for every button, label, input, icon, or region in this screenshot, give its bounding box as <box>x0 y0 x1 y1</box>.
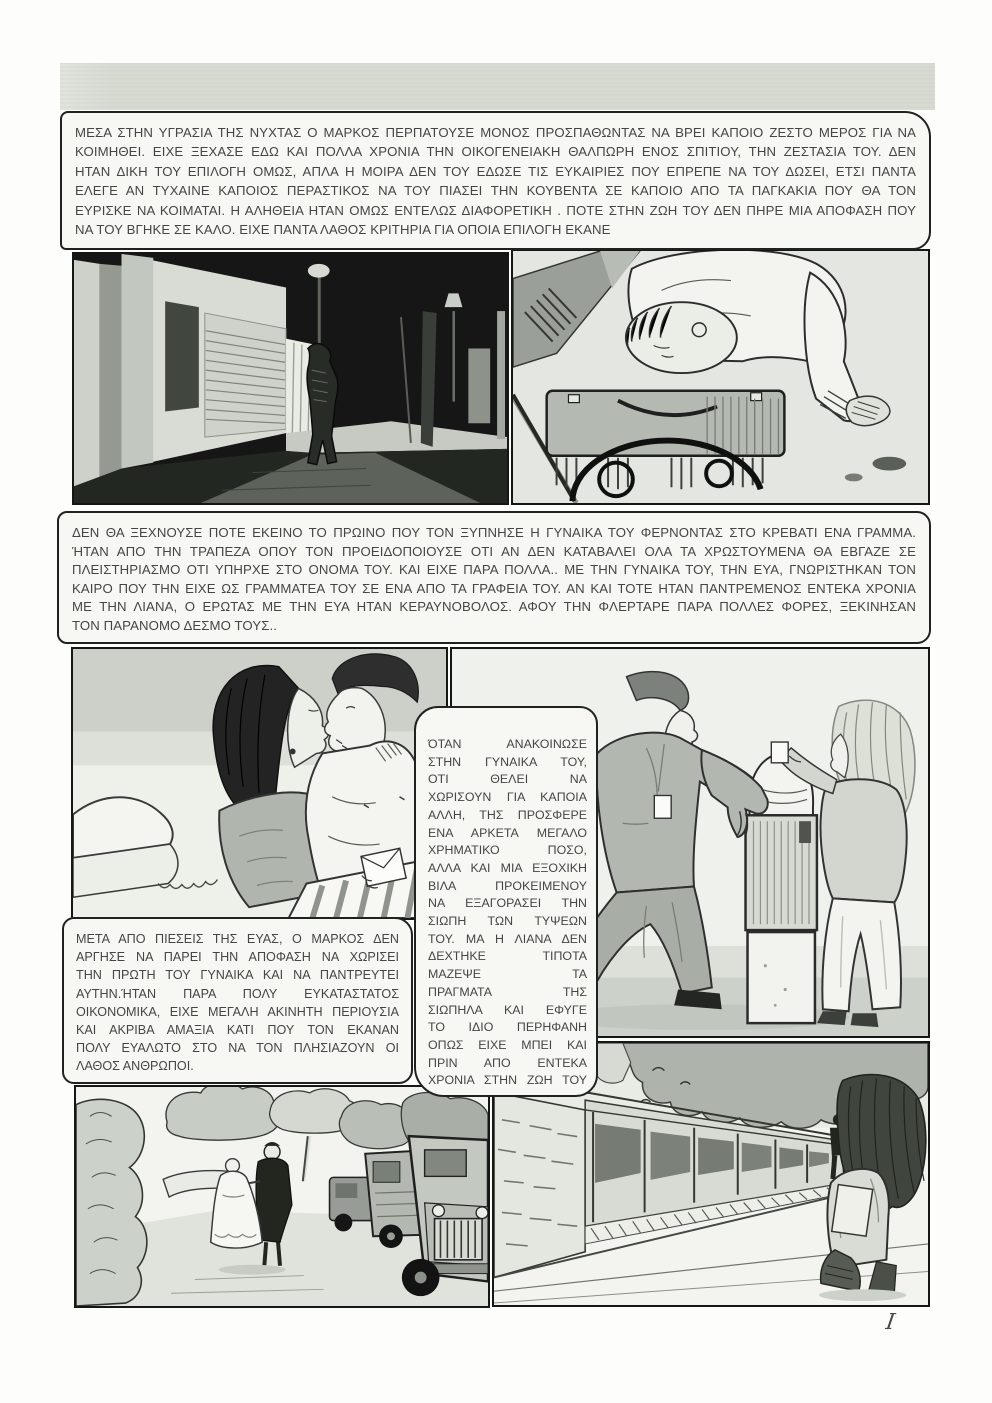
caption-line: ΚΑΙΡΟ ΠΟΥ ΤΗΝ ΕΙΧΕ ΩΣ ΓΡΑΜΜΑΤΕΑ ΤΟΥ ΣΕ ΕΝΑ ΑΠΟ ΤΑ ΓΡΑΦΕΙΑ ΤΟΥ. ΑΝ ΚΑΙ ΤΟΤΕ ΗΤΑΝ ΠΑΝΤΡΕΜΕΝΟΣ ΕΝΤΕΚΑ ΧΡΟΝΙΑ <box>72 580 916 596</box>
caption-line: ΤΟ ΙΔΙΟ ΠΕΡΗΦΑΝΗ <box>428 1020 587 1035</box>
caption-line: ΕΛΕΓΕ ΑΝ ΤΥΧΑΙΝΕ ΚΑΠΟΙΟΣ ΠΕΡΑΣΤΙΚΟΣ ΝΑ ΤΟΥ ΠΙΑΣΕΙ ΤΗΝ ΚΟΥΒΕΝΤΑ ΣΕ ΚΑΠΟΙΟ ΑΠΟ ΤΑ ΠΑΓΚΑΚΙΑ ΠΟΥ ΘΑ ΤΟΝ <box>75 183 916 199</box>
caption-line: ΔΕΧΤΗΚΕ ΤΙΠΟΤΑ <box>428 949 587 964</box>
caption-line: ΣΙΩΠΗΛΑ ΚΑΙ ΕΦΥΓΕ <box>428 1002 587 1017</box>
caption-line: ΚΑΙ ΑΚΡΙΒΑ ΑΜΑΞΙΑ ΚΑΤΙ ΠΟΥ ΤΟΝ ΕΚΑΝΑΝ <box>76 1023 399 1038</box>
panel-night-street <box>72 252 509 505</box>
caption-line: ΑΥΤΗΝ.ΉΤΑΝ ΠΑΡΑ ΠΟΛΥ ΕΥΚΑΤΑΣΤΑΤΟΣ <box>76 986 399 1001</box>
caption-column <box>414 706 598 1097</box>
caption-line: ΟΙΚΟΝΟΜΙΚΑ, ΕΙΧΕ ΜΕΓΑΛΗ ΑΚΙΝΗΤΗ ΠΕΡΙΟΥΣΙΑ <box>76 1004 399 1019</box>
caption-line: ΑΛΛΑ ΚΑΙ ΜΙΑ ΕΞΟΧΙΚΗ <box>428 860 587 875</box>
panel-bench-sleeper <box>511 249 930 505</box>
caption-line: ΌΤΑΝ ΑΝΑΚΟΙΝΩΣΕ <box>428 737 587 751</box>
caption-line: ΧΡΟΝΙΑ ΣΤΗΝ ΖΩΗ ΤΟΥ <box>428 1073 587 1088</box>
bench-sleeper-illustration <box>513 251 928 503</box>
panel-park-cars <box>74 1085 490 1308</box>
caption-line: ΉΤΑΝ ΑΠΟ ΤΗΝ ΤΡΑΠΕΖΑ ΟΠΟΥ ΤΟΝ ΠΡΟΕΙΔΟΠΟΙΟΥΣΕ ΟΤΙ ΑΝ ΔΕΝ ΚΑΤΑΒΑΛΕΙ ΟΛΑ ΤΑ ΧΡΩΣΤΟΥΜΕΝΑ ΘΑ ΕΒΓΑΖΕ ΣΕ <box>72 543 916 559</box>
caption-box-marriage <box>62 917 413 1084</box>
caption-line: ΗΤΑΝ ΔΙΚΗ ΤΟΥ ΕΠΙΛΟΓΗ ΟΜΩΣ, ΑΠΛΑ Η ΜΟΙΡΑ ΔΕΝ ΤΟΥ ΕΔΩΣΕ ΤΙΣ ΕΥΚΑΙΡΙΕΣ ΠΟΥ ΕΠΡΕΠΕ ΝΑ ΤΟΥ ΔΩΣΕΙ, ΕΤΣΙ ΠΑΝΤΑ <box>75 163 916 179</box>
caption-line: ΜΕΤΑ ΑΠΟ ΠΙΕΣΕΙΣ ΤΗΣ ΕΥΑΣ, Ο ΜΑΡΚΟΣ ΔΕΝ <box>76 932 399 946</box>
caption-line: ΒΙΛΑ ΠΡΟΚΕΙΜΕΝΟΥ <box>428 878 587 893</box>
caption-line: ΕΥΡΙΣΚΕ ΝΑ ΚΟΙΜΑΤΑΙ. Η ΑΛΗΘΕΙΑ ΗΤΑΝ ΟΜΩΣ ΕΝΤΕΛΩΣ ΔΙΑΦΟΡΕΤΙΚΗ . ΠΟΤΕ ΣΤΗΝ ΖΩΗ ΤΟΥ ΔΕΝ ΠΗΡΕ ΜΙΑ ΑΠΟΦΑΣΗ ΠΟΥ <box>75 202 916 218</box>
caption-line: ΠΟΛΥ ΕΥΑΛΩΤΟ ΣΤΟ ΝΑ ΤΟΝ ΠΛΗΣΙΑΖΟΥΝ ΟΙ <box>76 1041 399 1056</box>
scan-noise-band <box>60 63 935 110</box>
caption-line: ΤΗΝ ΠΡΩΤΗ ΤΟΥ ΓΥΝΑΙΚΑ ΚΑΙ ΝΑ ΠΑΝΤΡΕΥΤΕΙ <box>76 968 399 983</box>
caption-line: ΣΤΗΝ ΓΥΝΑΙΚΑ ΤΟΥ, <box>428 754 587 769</box>
caption-box-middle <box>57 511 931 644</box>
park-cars-illustration <box>76 1087 488 1306</box>
caption-line: ΝΑ ΤΟΥ ΒΓΗΚΕ ΣΕ ΚΑΛΟ. ΕΙΧΕ ΠΑΝΤΑ ΛΑΘΟΣ ΚΡΙΤΗΡΙΑ ΓΙΑ ΟΠΟΙΑ ΕΠΙΛΟΓΗ ΕΚΑΝΕ <box>75 222 611 238</box>
caption-line: ΕΝΑ ΑΡΚΕΤΑ ΜΕΓΑΛΟ <box>428 825 587 840</box>
night-street-illustration <box>74 254 507 503</box>
caption-line: ΠΡΙΝ ΑΠΟ ΕΝΤΕΚΑ <box>428 1055 587 1070</box>
caption-line: ΚΟΙΜΗΘΕΙ. ΕΙΧΕ ΞΕΧΑΣΕ ΕΔΩ ΚΑΙ ΠΟΛΛΑ ΧΡΟΝΙΑ ΤΗΝ ΟΙΚΟΓΕΝΕΙΑΚΗ ΘΑΛΠΩΡΗ ΕΝΟΣ ΣΠΙΤΙΟΥ, ΤΗΝ ΖΕΣΤΑΣΙΑ ΤΟΥ. ΔΕΝ <box>75 144 916 160</box>
caption-line: ΤΟΝ ΠΑΡΑΝΟΜΟ ΔΕΣΜΟ ΤΟΥΣ.. <box>72 617 278 633</box>
caption-line: ΠΡΑΓΜΑΤΑ ΤΗΣ <box>428 984 587 999</box>
caption-line: ΜΕΣΑ ΣΤΗΝ ΥΓΡΑΣΙΑ ΤΗΣ ΝΥΧΤΑΣ Ο ΜΑΡΚΟΣ ΠΕΡΠΑΤΟΥΣΕ ΜΟΝΟΣ ΠΡΟΣΠΑΘΩΝΤΑΣ ΝΑ ΒΡΕΙ ΚΑΠΟΙΟ ΖΕΣΤΟ ΜΕΡΟΣ ΓΙΑ ΝΑ <box>75 125 916 140</box>
caption-line: ΜΑΖΕΨΕ ΤΑ <box>428 967 587 982</box>
caption-line: ΠΛΕΙΣΤΗΡΙΑΣΜΟ ΟΤΙ ΥΠΗΡΧΕ ΣΤΟ ΟΝΟΜΑ ΤΟΥ. ΚΑΙ ΕΙΧΕ ΠΑΡΑ ΠΟΛΛΑ.. ΜΕ ΤΗΝ ΓΥΝΑΙΚΑ ΤΟΥ, ΤΗΝ ΕΥΑ, ΓΝΩΡΙΣΤΗΚΑΝ ΤΟΝ <box>72 562 916 578</box>
caption-line: ΤΟΥ. ΜΑ Η ΛΙΑΝΑ ΔΕΝ <box>428 931 587 946</box>
caption-line: ΟΠΩΣ ΕΙΧΕ ΜΠΕΙ ΚΑΙ <box>428 1037 587 1052</box>
caption-line: ΟΤΙ ΘΕΛΕΙ ΝΑ <box>428 772 587 787</box>
caption-line: ΧΡΗΜΑΤΙΚΟ ΠΟΣΟ, <box>428 843 587 858</box>
panel-couple-kiss <box>71 647 448 920</box>
caption-line: ΑΡΓΗΣΕ ΝΑ ΠΑΡΕΙ ΤΗΝ ΑΠΟΦΑΣΗ ΝΑ ΧΩΡΙΣΕΙ <box>76 950 399 965</box>
caption-line: ΜΕ ΤΗΝ ΛΙΑΝΑ, Ο ΕΡΩΤΑΣ ΜΕ ΤΗΝ ΕΥΑ ΗΤΑΝ ΚΕΡΑΥΝΟΒΟΛΟΣ. ΑΦΟΥ ΤΗΝ ΦΛΕΡΤΑΡΕ ΠΑΡΑ ΠΟΛΛΕΣ ΦΟΡΕΣ, ΞΕΚΙΝΗΣΑΝ <box>72 599 916 615</box>
caption-line: ΑΛΛΗ, ΤΗΣ ΠΡΟΣΦΕΡΕ <box>428 807 587 822</box>
caption-line: ΛΑΘΟΣ ΑΝΘΡΩΠΟΙ. <box>76 1059 194 1074</box>
caption-line: ΔΕΝ ΘΑ ΞΕΧΝΟΥΣΕ ΠΟΤΕ ΕΚΕΙΝΟ ΤΟ ΠΡΩΙΝΟ ΠΟΥ ΤΟΝ ΞΥΠΝΗΣΕ Η ΓΥΝΑΙΚΑ ΤΟΥ ΦΕΡΝΟΝΤΑΣ ΣΤΟ ΚΡΕΒΑΤΙ ΕΝΑ ΓΡΑΜΜΑ. <box>72 525 916 540</box>
caption-line: ΧΩΡΙΣΟΥΝ ΓΙΑ ΚΑΠΟΙΑ <box>428 790 587 805</box>
couple-kiss-illustration <box>73 649 446 918</box>
page-number: I <box>884 1310 897 1335</box>
caption-line: ΣΙΩΠΗ ΤΩΝ ΤΥΨΕΩΝ <box>428 914 587 929</box>
caption-line: ΝΑ ΕΞΑΓΟΡΑΣΕΙ ΤΗΝ <box>428 896 587 911</box>
caption-box-top <box>60 111 931 250</box>
